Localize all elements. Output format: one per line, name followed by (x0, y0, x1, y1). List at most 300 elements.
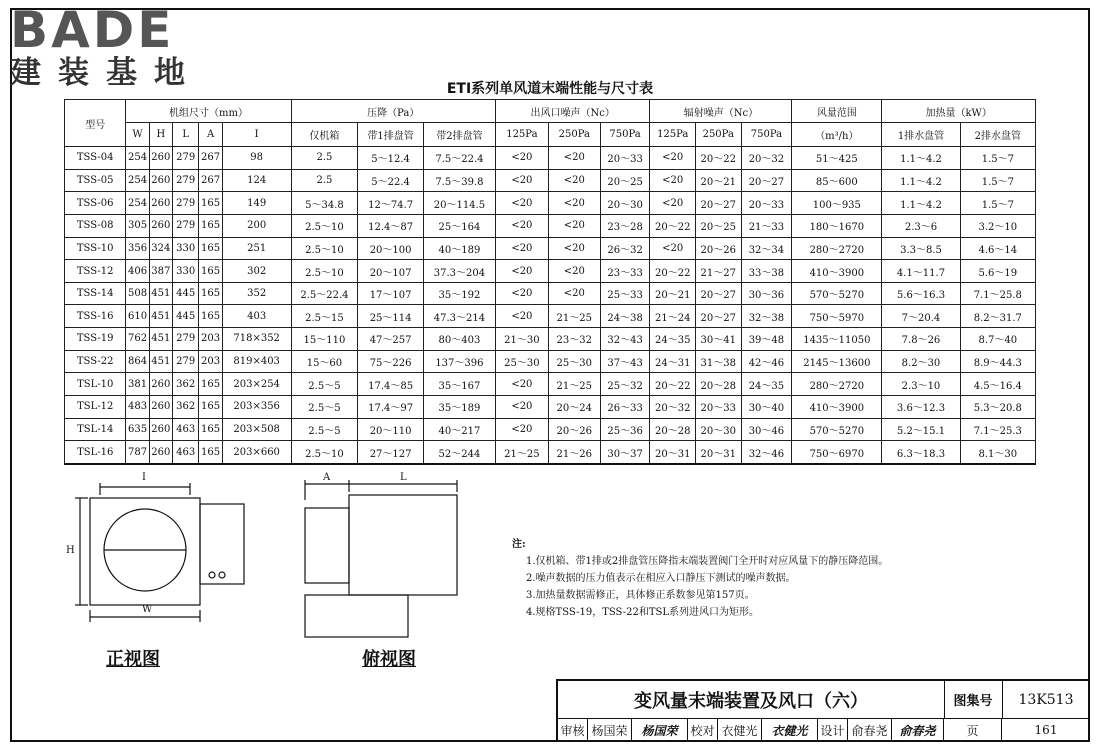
table-cell: 451 (149, 282, 172, 305)
table-cell: <20 (650, 192, 696, 215)
table-cell: 403 (222, 305, 291, 328)
table-cell: 1.5～7 (960, 169, 1035, 192)
table-cell: 24～35 (741, 373, 792, 396)
table-cell: 20～22 (650, 260, 696, 283)
table-cell: <20 (495, 305, 548, 328)
table-cell: 5.6～16.3 (882, 282, 960, 305)
table-cell: 463 (172, 441, 198, 464)
table-cell: <20 (650, 169, 696, 192)
table-cell: 21～24 (650, 305, 696, 328)
model-cell: TSS-05 (65, 169, 126, 192)
table-cell: 2.5～5 (291, 396, 358, 419)
table-cell: 5.3～20.8 (960, 396, 1035, 419)
table-cell: 280～2720 (792, 373, 882, 396)
table-cell: 20～100 (358, 237, 424, 260)
table-cell: <20 (495, 282, 548, 305)
table-title: ETI系列单风道末端性能与尺寸表 (446, 81, 654, 97)
header-heating-2row: 2排水盘管 (960, 123, 1035, 147)
table-cell: 23～32 (548, 328, 600, 351)
table-cell: 1.1～4.2 (882, 147, 960, 170)
header-heating-group: 加热量（kW） (882, 100, 1036, 123)
table-cell: 42～46 (741, 350, 792, 373)
model-cell: TSS-22 (65, 350, 126, 373)
table-cell: 25～36 (600, 418, 650, 441)
table-cell: 20～28 (695, 373, 741, 396)
table-cell: <20 (495, 169, 548, 192)
table-cell: 20～30 (695, 418, 741, 441)
table-cell: 20～25 (600, 169, 650, 192)
top-view-label: 俯视图 (362, 649, 416, 670)
table-cell: 21～30 (495, 328, 548, 351)
table-cell: 387 (149, 260, 172, 283)
model-cell: TSS-16 (65, 305, 126, 328)
table-cell: 254 (126, 192, 149, 215)
table-cell: 30～41 (695, 328, 741, 351)
table-cell: 80～403 (423, 328, 495, 351)
checker-name: 衣健光 (718, 718, 762, 742)
table-cell: 279 (172, 169, 198, 192)
header-dims-group: 机组尺寸（mm） (126, 100, 291, 123)
table-cell: 410～3900 (792, 396, 882, 419)
title-block (556, 679, 1090, 742)
logo-subtext: 建装基地 (10, 55, 202, 91)
table-cell: 570～5270 (792, 282, 882, 305)
dim-label-i: I (142, 472, 146, 483)
table-cell: 410～3900 (792, 260, 882, 283)
table-cell: 21～26 (548, 441, 600, 464)
table-cell: 362 (172, 373, 198, 396)
table-cell: <20 (495, 396, 548, 419)
model-cell: TSL-14 (65, 418, 126, 441)
table-cell: 610 (126, 305, 149, 328)
table-cell: 20～22 (650, 214, 696, 237)
table-cell: 24～31 (650, 350, 696, 373)
table-cell: 33～38 (741, 260, 792, 283)
table-cell: 25～32 (600, 373, 650, 396)
table-cell: 20～114.5 (423, 192, 495, 215)
table-cell: 1.5～7 (960, 147, 1035, 170)
table-cell: <20 (548, 147, 600, 170)
table-cell: 362 (172, 396, 198, 419)
note-item: 1.仅机箱、带1排或2排盘管压降指末端装置阀门全开时对应风量下的静压降范围。 (526, 556, 889, 567)
header-outlet-125: 125Pa (495, 123, 548, 147)
note-item: 3.加热量数据需修正，具体修正系数参见第157页。 (526, 590, 755, 601)
table-cell: 5～22.4 (358, 169, 424, 192)
spec-table-body (65, 147, 1036, 464)
table-cell: 7.5～39.8 (423, 169, 495, 192)
table-cell: 39～48 (741, 328, 792, 351)
table-cell: <20 (548, 282, 600, 305)
table-cell: 124 (222, 169, 291, 192)
header-heating-1row: 1排水盘管 (882, 123, 960, 147)
table-row (65, 441, 1036, 464)
table-cell: 24～38 (600, 305, 650, 328)
table-row (65, 192, 1036, 215)
table-cell: 20～27 (695, 192, 741, 215)
table-cell: 570～5270 (792, 418, 882, 441)
table-cell: 260 (149, 147, 172, 170)
table-cell: 324 (149, 237, 172, 260)
table-cell: 7.1～25.8 (960, 282, 1035, 305)
table-cell: 20～30 (600, 192, 650, 215)
model-cell: TSS-08 (65, 214, 126, 237)
designer-name: 俞春尧 (848, 718, 892, 742)
table-cell: 305 (126, 214, 149, 237)
table-cell: 165 (199, 418, 222, 441)
table-cell: 2145～13600 (792, 350, 882, 373)
table-cell: 32～38 (741, 305, 792, 328)
table-cell: 5.6～19 (960, 260, 1035, 283)
header-pressure-2coil: 带2排盘管 (423, 123, 495, 147)
table-cell: 30～46 (741, 418, 792, 441)
header-dim-l: L (172, 123, 198, 147)
table-cell: 52～244 (423, 441, 495, 464)
table-cell: 3.3～8.5 (882, 237, 960, 260)
header-dim-w: W (126, 123, 149, 147)
table-cell: 2.5 (291, 147, 358, 170)
table-cell: 4.5～16.4 (960, 373, 1035, 396)
table-cell: 260 (149, 396, 172, 419)
table-cell: 1.1～4.2 (882, 192, 960, 215)
table-cell: 32～46 (741, 441, 792, 464)
table-cell: 165 (199, 214, 222, 237)
header-model: 型号 (65, 100, 126, 147)
table-cell: <20 (495, 260, 548, 283)
header-dim-i: I (222, 123, 291, 147)
page-number: 161 (1034, 723, 1058, 737)
table-cell: 279 (172, 214, 198, 237)
table-row (65, 418, 1036, 441)
table-cell: 2.5～10 (291, 237, 358, 260)
table-cell: 85～600 (792, 169, 882, 192)
header-pressure-group: 压降（Pa） (291, 100, 495, 123)
table-cell: 7.8～26 (882, 328, 960, 351)
table-cell: 165 (199, 282, 222, 305)
table-cell: 20～26 (695, 237, 741, 260)
table-cell: 32～34 (741, 237, 792, 260)
table-cell: 864 (126, 350, 149, 373)
table-cell: 23～33 (600, 260, 650, 283)
table-cell: <20 (650, 237, 696, 260)
table-cell: 30～37 (600, 441, 650, 464)
table-cell: 1435～11050 (792, 328, 882, 351)
table-cell: 51～425 (792, 147, 882, 170)
review-label: 审核 (558, 718, 588, 742)
table-cell: 30～40 (741, 396, 792, 419)
table-cell: 483 (126, 396, 149, 419)
table-row (65, 305, 1036, 328)
table-cell: 451 (149, 305, 172, 328)
table-cell: 20～33 (741, 192, 792, 215)
table-cell: 463 (172, 418, 198, 441)
table-cell: 2.3～10 (882, 373, 960, 396)
header-dim-a: A (199, 123, 222, 147)
table-cell: 26～32 (600, 237, 650, 260)
header-pressure-1coil: 带1排盘管 (358, 123, 424, 147)
table-row (65, 147, 1036, 170)
table-cell: 20～33 (600, 147, 650, 170)
table-cell: 149 (222, 192, 291, 215)
table-cell: 75～226 (358, 350, 424, 373)
table-cell: 451 (149, 350, 172, 373)
table-cell: 280～2720 (792, 237, 882, 260)
table-cell: <20 (495, 373, 548, 396)
note-item: 4.规格TSS-19，TSS-22和TSL系列进风口为矩形。 (526, 607, 760, 618)
table-cell: 260 (149, 169, 172, 192)
table-cell: 35～192 (423, 282, 495, 305)
table-cell: 20～25 (695, 214, 741, 237)
model-cell: TSL-12 (65, 396, 126, 419)
table-cell: 47～257 (358, 328, 424, 351)
table-cell: 203×356 (222, 396, 291, 419)
table-cell: 2.5～15 (291, 305, 358, 328)
dim-label-h: H (66, 545, 75, 556)
table-cell: 451 (149, 328, 172, 351)
table-cell: 1.1～4.2 (882, 169, 960, 192)
table-cell: 98 (222, 147, 291, 170)
table-cell: 32～43 (600, 328, 650, 351)
header-outlet-750: 750Pa (600, 123, 650, 147)
table-cell: 17～107 (358, 282, 424, 305)
table-cell: 165 (199, 441, 222, 464)
table-cell: 20～31 (695, 441, 741, 464)
table-cell: 2.5～5 (291, 373, 358, 396)
logo-text: BADE (10, 1, 175, 59)
table-row (65, 373, 1036, 396)
table-cell: 1.5～7 (960, 192, 1035, 215)
table-row (65, 260, 1036, 283)
table-row (65, 282, 1036, 305)
header-outlet-250: 250Pa (548, 123, 600, 147)
table-cell: 3.6～12.3 (882, 396, 960, 419)
table-cell: 203×508 (222, 418, 291, 441)
table-cell: 5.2～15.1 (882, 418, 960, 441)
table-cell: 7.5～22.4 (423, 147, 495, 170)
table-cell: <20 (495, 214, 548, 237)
table-cell: 8.7～40 (960, 328, 1035, 351)
designer-signature: 俞春尧 (892, 718, 944, 742)
table-cell: 260 (149, 214, 172, 237)
table-cell: 20～22 (695, 147, 741, 170)
table-cell: 25～30 (495, 350, 548, 373)
header-airflow-unit: （m³/h） (792, 123, 882, 147)
table-cell: 787 (126, 441, 149, 464)
table-cell: 20～21 (695, 169, 741, 192)
notes (512, 536, 888, 621)
table-cell: <20 (548, 192, 600, 215)
table-cell: 30～36 (741, 282, 792, 305)
table-cell: 200 (222, 214, 291, 237)
header-radiated-250: 250Pa (695, 123, 741, 147)
table-cell: 21～33 (741, 214, 792, 237)
table-cell: 20～22 (650, 373, 696, 396)
table-cell: 5～12.4 (358, 147, 424, 170)
table-cell: 26～33 (600, 396, 650, 419)
model-cell: TSL-10 (65, 373, 126, 396)
table-cell: 165 (199, 373, 222, 396)
header-dim-h: H (149, 123, 172, 147)
table-cell: 260 (149, 418, 172, 441)
table-cell: 20～28 (650, 418, 696, 441)
spec-table (64, 99, 1036, 465)
table-cell: 35～189 (423, 396, 495, 419)
table-cell: 7.1～25.3 (960, 418, 1035, 441)
table-row (65, 396, 1036, 419)
table-cell: 12.4～87 (358, 214, 424, 237)
reviewer-signature: 杨国荣 (632, 718, 688, 742)
table-cell: 352 (222, 282, 291, 305)
model-cell: TSS-10 (65, 237, 126, 260)
page-label: 页 (944, 718, 1002, 742)
table-cell: 260 (149, 441, 172, 464)
table-cell: 25～33 (600, 282, 650, 305)
table-cell: 23～28 (600, 214, 650, 237)
table-cell: 2.5～5 (291, 418, 358, 441)
table-cell: <20 (548, 260, 600, 283)
header-radiated-noise-group: 辐射噪声（Nc） (650, 100, 792, 123)
table-cell: 4.6～14 (960, 237, 1035, 260)
table-cell: 302 (222, 260, 291, 283)
table-cell: 2.5～10 (291, 441, 358, 464)
table-cell: 445 (172, 305, 198, 328)
table-cell: 20～107 (358, 260, 424, 283)
note-item: 2.噪声数据的压力值表示在相应入口静压下测试的噪声数据。 (526, 573, 796, 584)
table-cell: 24～35 (650, 328, 696, 351)
table-cell: 25～164 (423, 214, 495, 237)
table-cell: <20 (495, 237, 548, 260)
table-cell: 20～26 (548, 418, 600, 441)
table-cell: 251 (222, 237, 291, 260)
table-cell: 203 (199, 328, 222, 351)
dim-label-w: W (142, 604, 153, 615)
header-outlet-noise-group: 出风口噪声（Nc） (495, 100, 650, 123)
table-cell: 27～127 (358, 441, 424, 464)
table-cell: 20～27 (741, 169, 792, 192)
table-row (65, 214, 1036, 237)
table-cell: 20～27 (695, 282, 741, 305)
table-row (65, 169, 1036, 192)
table-cell: 330 (172, 260, 198, 283)
table-cell: 21～25 (548, 305, 600, 328)
table-cell: 165 (199, 237, 222, 260)
checker-signature: 衣健光 (762, 718, 818, 742)
table-cell: 20～27 (695, 305, 741, 328)
design-label: 设计 (818, 718, 848, 742)
table-cell: <20 (548, 169, 600, 192)
table-cell: 4.1～11.7 (882, 260, 960, 283)
dim-label-l: L (400, 472, 407, 483)
table-cell: 17.4～85 (358, 373, 424, 396)
table-cell: 20～110 (358, 418, 424, 441)
table-cell: 47.3～214 (423, 305, 495, 328)
table-cell: 5～34.8 (291, 192, 358, 215)
table-cell: 2.5～22.4 (291, 282, 358, 305)
model-cell: TSL-16 (65, 441, 126, 464)
drawing-title: 变风量末端装置及风口（六） (558, 681, 945, 719)
table-cell: 35～167 (423, 373, 495, 396)
table-cell: 381 (126, 373, 149, 396)
table-cell: 137～396 (423, 350, 495, 373)
table-cell: 445 (172, 282, 198, 305)
table-cell: 260 (149, 192, 172, 215)
table-cell: 279 (172, 147, 198, 170)
table-cell: 17.4～97 (358, 396, 424, 419)
table-cell: 267 (199, 169, 222, 192)
table-cell: <20 (495, 418, 548, 441)
table-cell: 750～5970 (792, 305, 882, 328)
table-cell: 25～114 (358, 305, 424, 328)
table-cell: 21～27 (695, 260, 741, 283)
atlas-number: 13K513 (1002, 681, 1090, 719)
table-cell: 718×352 (222, 328, 291, 351)
table-cell: 15～60 (291, 350, 358, 373)
table-cell: 165 (199, 260, 222, 283)
table-cell: 260 (149, 373, 172, 396)
header-pressure-box: 仅机箱 (291, 123, 358, 147)
table-cell: 8.2～31.7 (960, 305, 1035, 328)
table-cell: 40～217 (423, 418, 495, 441)
table-cell: 8.9～44.3 (960, 350, 1035, 373)
table-cell: 279 (172, 192, 198, 215)
model-cell: TSS-12 (65, 260, 126, 283)
table-cell: <20 (650, 147, 696, 170)
table-cell: 165 (199, 192, 222, 215)
front-view-label: 正视图 (106, 649, 160, 670)
table-cell: 20～32 (741, 147, 792, 170)
table-cell: 635 (126, 418, 149, 441)
dim-label-a: A (323, 472, 331, 483)
table-cell: 406 (126, 260, 149, 283)
header-airflow-group: 风量范围 (792, 100, 882, 123)
table-cell: 21～25 (548, 373, 600, 396)
table-cell: 37.3～204 (423, 260, 495, 283)
table-cell: 254 (126, 147, 149, 170)
table-cell: 203×660 (222, 441, 291, 464)
header-radiated-125: 125Pa (650, 123, 696, 147)
table-cell: 2.5 (291, 169, 358, 192)
table-cell: 20～21 (650, 282, 696, 305)
table-cell: 6.3～18.3 (882, 441, 960, 464)
table-row (65, 350, 1036, 373)
table-cell: 267 (199, 147, 222, 170)
table-cell: 2.3～6 (882, 214, 960, 237)
model-cell: TSS-06 (65, 192, 126, 215)
table-cell: 7～20.4 (882, 305, 960, 328)
table-cell: 37～43 (600, 350, 650, 373)
table-cell: 2.5～10 (291, 214, 358, 237)
table-cell: 20～32 (650, 396, 696, 419)
table-cell: 750～6970 (792, 441, 882, 464)
model-cell: TSS-14 (65, 282, 126, 305)
table-cell: 31～38 (695, 350, 741, 373)
table-cell: 254 (126, 169, 149, 192)
table-cell: 8.1～30 (960, 441, 1035, 464)
table-cell: 279 (172, 328, 198, 351)
table-cell: 15～110 (291, 328, 358, 351)
notes-title: 注: (512, 539, 526, 550)
table-cell: <20 (548, 237, 600, 260)
table-cell: 100～935 (792, 192, 882, 215)
table-cell: 2.5～10 (291, 260, 358, 283)
table-cell: 279 (172, 350, 198, 373)
table-cell: 8.2～30 (882, 350, 960, 373)
table-cell: <20 (548, 214, 600, 237)
signature-row (558, 718, 1090, 742)
table-cell: 20～24 (548, 396, 600, 419)
table-cell: 21～25 (495, 441, 548, 464)
table-cell: 40～189 (423, 237, 495, 260)
table-cell: 12～74.7 (358, 192, 424, 215)
